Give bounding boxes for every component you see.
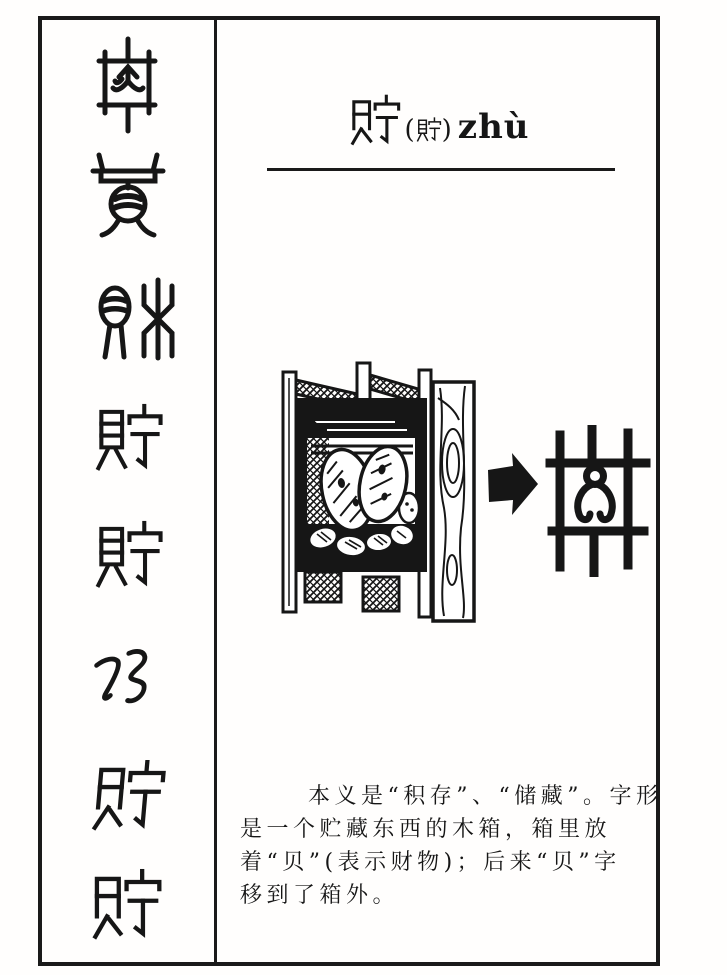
column-divider-line	[214, 16, 217, 966]
cursive-glyph-drawing	[85, 641, 166, 719]
definition-paragraph	[240, 780, 663, 912]
right-arrow-icon	[488, 450, 538, 518]
semi-cursive-glyph-drawing	[85, 758, 170, 838]
definition-line: 着“贝”(表示财物)；后来“贝”字	[240, 850, 621, 875]
close-paren: )	[441, 115, 452, 145]
glyph-cursive	[85, 641, 166, 719]
glyph-semi-cursive	[85, 758, 170, 838]
definition-line: 本义是“积存”、“储藏”。字形	[308, 784, 663, 809]
headword-character	[346, 94, 402, 150]
illustration-figure	[275, 358, 478, 625]
bronze-seal-glyph-drawing	[88, 276, 188, 366]
title-underline	[267, 168, 615, 171]
glyph-bronze-seal	[88, 276, 188, 366]
ancient-character-glyph	[543, 425, 655, 577]
traditional-character	[415, 117, 442, 144]
pinyin-reading: zhù	[457, 107, 530, 147]
regular-simplified-glyph-drawing	[80, 868, 170, 946]
glyph-regular-traditional	[90, 520, 166, 594]
glyph-oracle-bone	[86, 35, 170, 135]
variant-form	[404, 117, 451, 144]
open-paren: (	[404, 115, 415, 145]
glyph-regular-simplified	[80, 868, 170, 946]
definition-line: 移到了箱外。	[240, 883, 400, 908]
regular-traditional-glyph-drawing	[90, 520, 166, 594]
clerical-glyph-drawing	[90, 403, 166, 477]
definition-line: 是一个贮藏东西的木箱，箱里放	[240, 817, 612, 842]
bronze-glyph-drawing	[84, 150, 172, 240]
glyph-bronze	[84, 150, 172, 240]
glyph-clerical	[90, 403, 166, 477]
entry-header	[218, 82, 658, 162]
wooden-box-of-shells-illustration	[275, 358, 478, 625]
oracle-bone-glyph-drawing	[86, 35, 170, 135]
